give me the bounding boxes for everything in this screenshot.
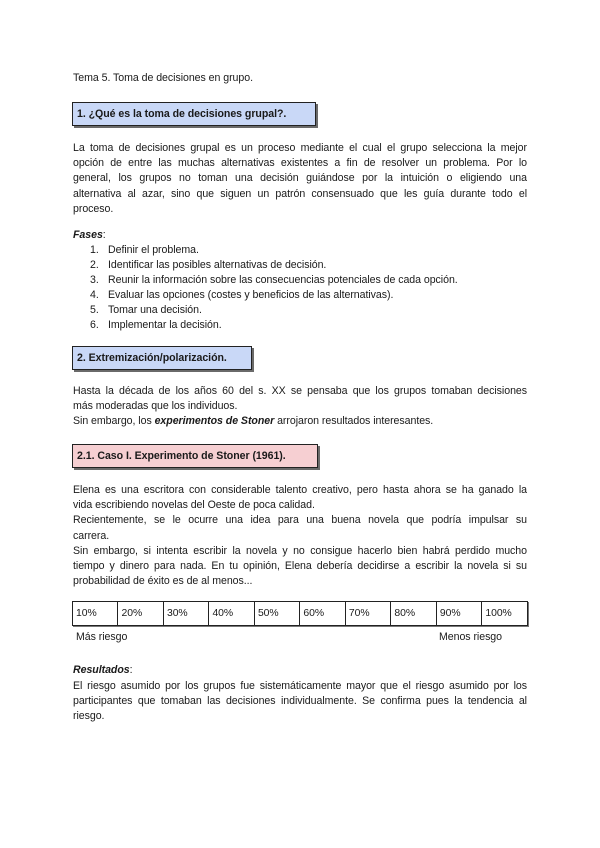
text-run: Sin embargo, los (73, 415, 155, 428)
scale-cell: 60% (300, 602, 345, 626)
list-item (90, 288, 458, 303)
paragraph-line: probabilidad de éxito es de al menos... (73, 575, 253, 588)
emphasis-text: experimentos de Stoner (154, 415, 275, 428)
paragraph-line: opción de entre las muchas alternativas existentes a fin de resolver un problema. Por lo (73, 157, 527, 170)
paragraph-line: vida escribiendo novelas del Oeste de poca calidad. (73, 499, 315, 512)
paragraph-line: carrera. (73, 529, 110, 542)
list-item-text: Evaluar las opciones (costes y beneficios de las alternativas). (108, 289, 394, 301)
section-2-1-heading: 2.1. Caso I. Experimento de Stoner (1961). (72, 444, 318, 468)
results-colon: : (129, 664, 133, 676)
list-item-text: Tomar una decisión. (108, 304, 202, 316)
paragraph-line: riesgo. (73, 710, 105, 723)
paragraph-line: general, los grupos no toman una decisión guiándose por la intuición o eligiendo una (73, 172, 527, 185)
more-risk-label: Más riesgo (76, 631, 128, 643)
scale-cell: 80% (391, 602, 436, 626)
scale-cell: 40% (209, 602, 254, 626)
paragraph-line: participantes que tomaban las decisiones individualmente. Se confirma pues la tendencia al (73, 695, 527, 708)
list-item (90, 303, 458, 318)
scale-cell: 50% (254, 602, 299, 626)
list-item (90, 243, 458, 258)
paragraph-line: más moderadas que los individuos. (73, 400, 238, 413)
paragraph-line: proceso. (73, 202, 114, 215)
paragraph-line: Recientemente, se le ocurre una idea para una buena novela que podría impulsar su (73, 514, 527, 527)
document-title: Tema 5. Toma de decisiones en grupo. (73, 72, 253, 84)
scale-cell: 10% (73, 602, 118, 626)
probability-scale-table (72, 601, 528, 626)
paragraph-line: Elena es una escritora con considerable talento creativo, pero hasta ahora se ha ganado la (73, 484, 527, 496)
list-item-number: 6. (90, 319, 99, 331)
scale-cell: 20% (118, 602, 163, 626)
list-item-number: 2. (90, 259, 99, 271)
table-row (73, 602, 528, 626)
list-item-text: Implementar la decisión. (108, 319, 222, 331)
phases-label-text: Fases (73, 229, 103, 241)
list-item (90, 258, 458, 273)
paragraph-line: Hasta la década de los años 60 del s. XX se pensaba que los grupos tomaban decisiones (73, 385, 527, 397)
section-2-heading: 2. Extremización/polarización. (72, 346, 252, 370)
list-item-text: Definir el problema. (108, 244, 199, 256)
list-item (90, 318, 458, 333)
paragraph-line: El riesgo asumido por los grupos fue sistemáticamente mayor que el riesgo asumido por los (73, 680, 527, 692)
scale-cell: 70% (345, 602, 390, 626)
phases-list (90, 243, 458, 333)
results-paragraph (73, 679, 527, 725)
results-label-text: Resultados (73, 664, 130, 676)
list-item-number: 4. (90, 289, 99, 301)
less-risk-label: Menos riesgo (439, 631, 502, 643)
section-2-paragraph (73, 384, 527, 430)
list-item (90, 273, 458, 288)
paragraph-line: tiempo y dinero para nada. En tu opinión, Elena debería decidirse a escribir la novela si su (73, 560, 527, 573)
text-run: arrojaron resultados interesantes. (274, 415, 434, 428)
phases-colon: : (102, 229, 106, 241)
paragraph-line: La toma de decisiones grupal es un proceso mediante el cual el grupo selecciona la mejor (73, 142, 527, 154)
list-item-number: 5. (90, 304, 99, 316)
paragraph-line (73, 414, 527, 429)
paragraph-line: alternativa al azar, sino que siguen un patrón consensuado que les guía durante todo el (73, 187, 527, 200)
section-1-heading: 1. ¿Qué es la toma de decisiones grupal?. (72, 102, 316, 126)
list-item-number: 1. (90, 244, 99, 256)
scale-cell: 100% (482, 602, 528, 626)
list-item-text: Identificar las posibles alternativas de decisión. (108, 259, 327, 271)
paragraph-line: Sin embargo, si intenta escribir la novela y no consigue hacerlo bien habrá perdido mucho (73, 544, 527, 557)
list-item-number: 3. (90, 274, 99, 286)
section-2-1-paragraph (73, 483, 527, 589)
phases-label (73, 229, 106, 241)
scale-cell: 30% (163, 602, 208, 626)
scale-cell: 90% (436, 602, 481, 626)
section-1-paragraph (73, 141, 527, 217)
list-item-text: Reunir la información sobre las consecuencias potenciales de cada opción. (108, 274, 458, 286)
results-label (73, 664, 133, 676)
